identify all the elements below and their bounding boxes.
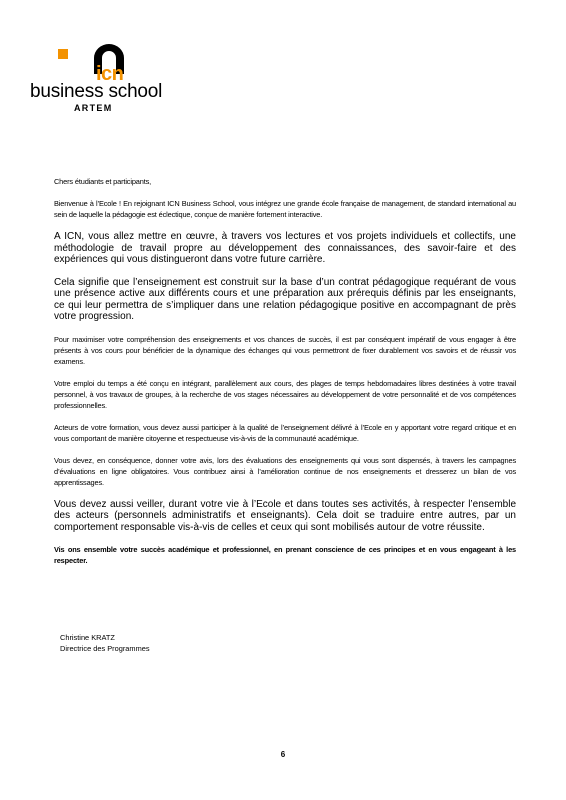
- paragraph-8: Vous devez aussi veiller, durant votre vie à l’Ecole et dans toutes ses activités, à respecter l’ensemble des acteurs (personnels administratifs et enseignants). Cela doit se traduire entre autres, par un comportement responsable vis-à-vis de celles et ceux qui sont mobilisés autour de votre réussite.: [54, 498, 516, 533]
- paragraph-3: Cela signifie que l’enseignement est construit sur la base d’un contrat pédagogique requérant de vous une présence active aux différents cours et une préparation aux prérequis définis par les enseignants, ce qui leur permettra de s’impliquer dans une relation pédagogique positive en accompagnant de près votre progression.: [54, 276, 516, 322]
- paragraph-9: Vis ons ensemble votre succès académique et professionnel, en prenant conscience de ces principes et en vous engageant à les respecter.: [54, 545, 516, 565]
- paragraph-1: Bienvenue à l’Ecole ! En rejoignant ICN Business School, vous intégrez une grande école française de management, de standard international au sein de laquelle la pédagogie est éclectique, conçue de manière fortement interactive.: [54, 199, 516, 219]
- page-number: 6: [280, 750, 286, 759]
- logo-orange-square: [58, 49, 68, 59]
- logo-subtitle: ARTEM: [74, 103, 113, 113]
- paragraph-7: Vous devez, en conséquence, donner votre avis, lors des évaluations des enseignements qui vous sont dispensés, à travers les campagnes d’évaluations en ligne obligatoires. Vous contribuez ainsi à l’amélioration continue de nos enseignements et dresserez un bilan de vos apprentissages.: [54, 455, 516, 487]
- paragraph-4: Pour maximiser votre compréhension des enseignements et vos chances de succès, il est par conséquent impératif de vous engager à être présents à vos cours pour bénéficier de la dynamique des échanges qui vous permettront de fixer durablement vos savoirs et de réussir vos examens.: [54, 334, 516, 366]
- logo-mark-text: icn: [96, 63, 124, 85]
- signature-block: [60, 632, 150, 654]
- paragraph-6: Acteurs de votre formation, vous devez aussi participer à la qualité de l’enseignement délivré à l’Ecole en y apportant votre regard critique et en vous comportant de manière citoyenne et respectueuse vis-à-vis de la communauté académique.: [54, 422, 516, 443]
- paragraph-5: Votre emploi du temps a été conçu en intégrant, parallèlement aux cours, des plages de temps hebdomadaires libres destinées à votre travail personnel, à vos travaux de groupes, à la recherche de vos stages nécessaires au développement de votre personnalité et de vos compétences professionnelles.: [54, 378, 516, 410]
- paragraph-2: A ICN, vous allez mettre en œuvre, à travers vos lectures et vos projets individuels et collectifs, une méthodologie de travail propre au développement des connaissances, des savoir-faire et des expériences qui vous distingueront dans votre future carrière.: [54, 231, 516, 265]
- letter-body: [54, 176, 516, 577]
- signature-title: Directrice des Programmes: [60, 644, 150, 653]
- signature-name: Christine KRATZ: [60, 633, 115, 642]
- icn-logo: [30, 44, 170, 120]
- salutation: Chers étudiants et participants,: [54, 177, 152, 186]
- logo-school-name: business school: [30, 81, 163, 102]
